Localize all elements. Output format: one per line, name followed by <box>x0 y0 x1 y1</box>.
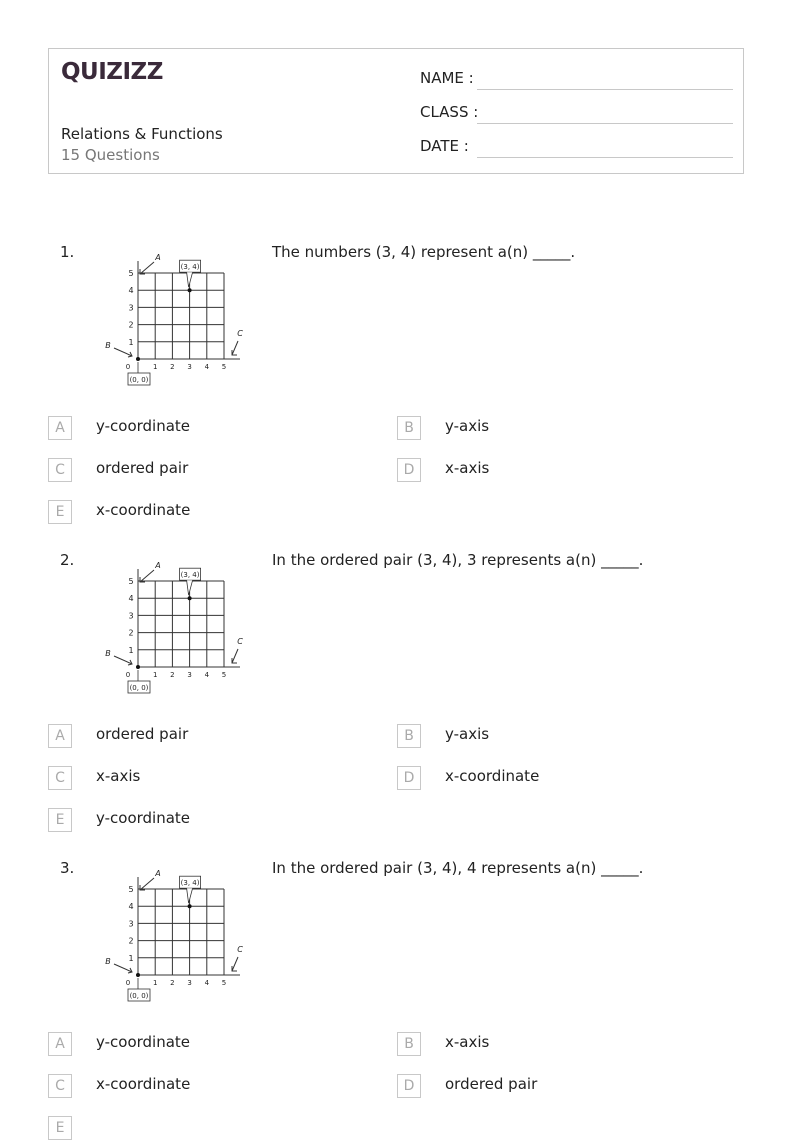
option-text: x-axis <box>445 459 490 477</box>
option-text: y-coordinate <box>96 417 191 435</box>
x-tick-label: 3 <box>187 979 192 987</box>
origin-tick-label: 0 <box>125 363 131 371</box>
worksheet-header <box>48 48 744 174</box>
option-letter: A <box>48 724 72 748</box>
option-letter: B <box>397 416 421 440</box>
option-text: ordered pair <box>96 459 189 477</box>
coordinate-grid-svg <box>100 548 250 698</box>
coordinate-grid-svg <box>100 856 250 1006</box>
label-c: C <box>237 329 243 338</box>
arrow-b <box>114 656 132 664</box>
x-tick-label: 2 <box>170 671 175 679</box>
question-text: In the ordered pair (3, 4), 4 represents a(n) _____. <box>272 859 644 877</box>
arrow-c <box>232 957 238 971</box>
option-letter: B <box>397 724 421 748</box>
x-tick-label: 3 <box>187 671 192 679</box>
y-tick-label: 3 <box>128 919 134 929</box>
option-text: ordered pair <box>445 1075 538 1093</box>
date-label: DATE : <box>420 137 469 155</box>
point-label: (3, 4) <box>180 571 200 580</box>
option-letter: D <box>397 766 421 790</box>
name-field[interactable] <box>477 89 733 90</box>
question-text: In the ordered pair (3, 4), 3 represents a(n) _____. <box>272 551 644 569</box>
coordinate-grid-figure <box>100 548 250 698</box>
y-tick-label: 4 <box>128 594 134 604</box>
y-tick-label: 4 <box>128 286 134 296</box>
coordinate-grid-svg <box>100 240 250 390</box>
point-label: (3, 4) <box>180 879 200 888</box>
question-number: 1. <box>60 243 75 261</box>
label-c: C <box>237 637 243 646</box>
option-text: x-coordinate <box>96 1075 191 1093</box>
origin-point <box>136 665 140 669</box>
y-tick-label: 1 <box>128 953 134 963</box>
coordinate-grid-figure <box>100 856 250 1006</box>
x-tick-label: 5 <box>221 671 227 679</box>
origin-label: (0, 0) <box>129 992 149 1000</box>
option-letter: E <box>48 808 72 832</box>
label-c: C <box>237 945 243 954</box>
arrow-a <box>140 570 154 582</box>
option-letter: D <box>397 1074 421 1098</box>
option-letter: E <box>48 1116 72 1140</box>
worksheet-title: Relations & Functions <box>61 125 223 143</box>
x-tick-label: 4 <box>204 671 210 679</box>
question-number: 3. <box>60 859 75 877</box>
question-number: 2. <box>60 551 75 569</box>
option-text: y-coordinate <box>96 809 191 827</box>
y-tick-label: 5 <box>128 577 134 586</box>
class-label: CLASS : <box>420 103 479 121</box>
origin-label: (0, 0) <box>129 684 149 692</box>
point-label-pointer <box>187 888 193 903</box>
x-tick-label: 5 <box>221 363 227 371</box>
plotted-point <box>188 288 192 292</box>
point-label: (3, 4) <box>180 263 200 272</box>
label-a: A <box>155 253 161 262</box>
origin-point <box>136 357 140 361</box>
option-text: x-coordinate <box>445 767 540 785</box>
point-label-pointer <box>187 272 193 287</box>
y-tick-label: 5 <box>128 269 134 278</box>
arrow-b <box>114 964 132 972</box>
y-tick-label: 2 <box>128 628 134 638</box>
x-tick-label: 4 <box>204 979 210 987</box>
date-field[interactable] <box>477 157 733 158</box>
option-text: x-axis <box>96 767 141 785</box>
origin-label: (0, 0) <box>129 376 149 384</box>
option-text: ordered pair <box>96 725 189 743</box>
x-tick-label: 1 <box>152 363 158 371</box>
y-tick-label: 1 <box>128 337 134 347</box>
option-text: x-coordinate <box>96 501 191 519</box>
option-letter: C <box>48 458 72 482</box>
origin-tick-label: 0 <box>125 671 131 679</box>
y-tick-label: 4 <box>128 902 134 912</box>
option-letter: C <box>48 766 72 790</box>
y-tick-label: 3 <box>128 611 134 621</box>
arrow-b <box>114 348 132 356</box>
x-tick-label: 1 <box>152 671 158 679</box>
option-letter: C <box>48 1074 72 1098</box>
plotted-point <box>188 596 192 600</box>
label-b: B <box>105 341 111 350</box>
option-text: x-axis <box>445 1033 490 1051</box>
label-b: B <box>105 649 111 658</box>
arrow-a <box>140 262 154 274</box>
arrow-c <box>232 649 238 663</box>
y-tick-label: 2 <box>128 320 134 330</box>
class-field[interactable] <box>477 123 733 124</box>
label-a: A <box>155 869 161 878</box>
y-tick-label: 2 <box>128 936 134 946</box>
x-tick-label: 1 <box>152 979 158 987</box>
y-tick-label: 5 <box>128 885 134 894</box>
point-label-pointer <box>187 580 193 595</box>
y-tick-label: 3 <box>128 303 134 313</box>
x-tick-label: 2 <box>170 363 175 371</box>
coordinate-grid-figure <box>100 240 250 390</box>
quizizz-logo: QUIZIZZ <box>61 59 163 85</box>
x-tick-label: 5 <box>221 979 227 987</box>
plotted-point <box>188 904 192 908</box>
option-letter: A <box>48 416 72 440</box>
label-a: A <box>155 561 161 570</box>
option-letter: A <box>48 1032 72 1056</box>
name-label: NAME : <box>420 69 474 87</box>
option-text: y-axis <box>445 417 490 435</box>
label-b: B <box>105 957 111 966</box>
option-letter: B <box>397 1032 421 1056</box>
x-tick-label: 2 <box>170 979 175 987</box>
arrow-c <box>232 341 238 355</box>
option-text: y-coordinate <box>96 1033 191 1051</box>
question-count: 15 Questions <box>61 146 160 164</box>
origin-point <box>136 973 140 977</box>
x-tick-label: 4 <box>204 363 210 371</box>
x-tick-label: 3 <box>187 363 192 371</box>
option-text: y-axis <box>445 725 490 743</box>
origin-tick-label: 0 <box>125 979 131 987</box>
arrow-a <box>140 878 154 890</box>
option-letter: E <box>48 500 72 524</box>
y-tick-label: 1 <box>128 645 134 655</box>
option-letter: D <box>397 458 421 482</box>
question-text: The numbers (3, 4) represent a(n) _____. <box>272 243 576 261</box>
